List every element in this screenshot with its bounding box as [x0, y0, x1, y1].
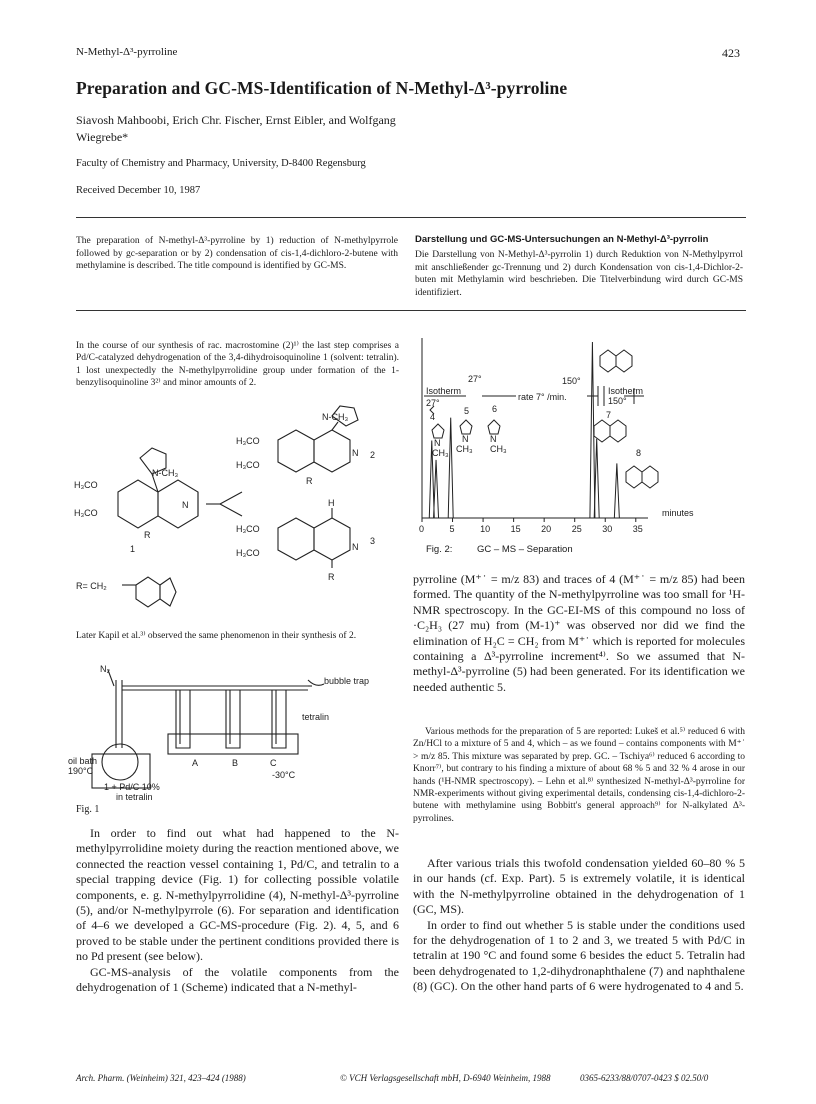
- oil-bath-label: oil bath: [68, 756, 98, 766]
- n-label-6: N: [490, 434, 497, 444]
- divider-abstract: [76, 310, 746, 311]
- x-tick-label: 20: [541, 524, 552, 534]
- footer-journal: Arch. Pharm. (Weinheim) 321, 423–424 (1988): [76, 1073, 246, 1083]
- peak-label-8: 8: [636, 448, 642, 458]
- kapil-note: Later Kapil et al.³⁾ observed the same phenomenon in their synthesis of 2.: [76, 631, 357, 641]
- intro-paragraph: In the course of our synthesis of rac. macrostomine (2)¹⁾ the last step comprises a Pd/C-catalyzed dehydrogenation of the 3,4-dihydroisoquinoline 1 (solvent: tetralin). 1 lost unexpectedly the N-methylpyrrolidine group under formation of the 1-benzylisoquinoline 3²⁾ and minor amounts of 2.: [76, 341, 399, 389]
- page-number: 423: [722, 46, 740, 60]
- chromatogram-peak: [614, 463, 619, 518]
- x-tick-label: 0: [419, 524, 425, 534]
- nch3-label: N-CH₃: [152, 468, 179, 478]
- isotherm-end-label: Isotherm: [608, 386, 644, 396]
- peak-label-4: 4: [430, 412, 436, 422]
- peak-label-6: 6: [492, 404, 498, 414]
- temp-start-label-1: 27°: [426, 398, 440, 408]
- trap-b-label: B: [232, 758, 239, 768]
- right-small-print: Various methods for the preparation of 5 are reported: Lukeš et al.⁵⁾ reduced 6 with Zn/HCl to a mixture of 5 and 4, which – as we found – contains components with M⁺˙ > m/z 85. This mixture was separated by prep. GC. – Tschiya⁶⁾ reduced 6 according to Knorr⁷⁾, but contrary to his finding a mixture of about 68 % 5 and 32 % 4 arose in our hands (¹H-NMR spectroscopy). – Lehn et al.⁸⁾ synthesized N-methyl-Δ³-pyrroline for NMR-experiments without giving experimental details, condensing cis-1,4-dichloro-2-butene with methylamine using Bobbitt's general approach⁹⁾ for N-alkylated Δ³-pyrrolines.: [413, 727, 745, 824]
- peak-label-5: 5: [464, 406, 470, 416]
- compound-1-number: 1: [130, 544, 136, 554]
- chromatogram-peak: [448, 418, 453, 518]
- h3co-label: H₃CO: [74, 480, 98, 490]
- affiliation: Faculty of Chemistry and Pharmacy, University, D-8400 Regensburg: [76, 158, 366, 169]
- temp-end-label-1: 150°: [562, 376, 581, 386]
- left-paragraph-2: GC-MS-analysis of the volatile components from the dehydrogenation of 1 (Scheme) indicated that a N-methyl-: [76, 964, 399, 995]
- footer-publisher: © VCH Verlagsgesellschaft mbH, D-6940 Weinheim, 1988: [340, 1073, 551, 1083]
- footer-code: 0365-6233/88/0707-0423 $ 02.50/0: [580, 1073, 709, 1083]
- n-label-3: N: [352, 542, 359, 552]
- right-paragraph-2: After various trials this twofold condensation yielded 60–80 % 5 in our hands (cf. Exp. Part). 5 is extremely volatile, it is identical with the N-methylpyrroline obtained in the dehydrogenation of 1 (GC, MS).: [413, 856, 745, 917]
- temp-end-label-2: 150°: [608, 396, 627, 406]
- h3co-label-2: H₃CO: [74, 508, 98, 518]
- h3co-label-3: H₃CO: [236, 436, 260, 446]
- x-unit-label: minutes: [662, 508, 694, 518]
- cold-temp-label: -30°C: [272, 770, 296, 780]
- figure-2-chromatogram: [412, 330, 712, 534]
- chromatogram-peak: [594, 439, 599, 518]
- n-label-2: N: [352, 448, 359, 458]
- abstract-german: Die Darstellung von N-Methyl-Δ³-pyrrolin 1) durch Reduktion von N-Methylpyrrol mit anschließender gc-Trennung und 2) durch Kondensation von cis-1,4-Dichlor-2-buten mit Methylamin wird beschrieben. Die Titelverbindung wird durch GC-MS identifiziert.: [415, 250, 743, 298]
- r-label-2: R: [306, 476, 313, 486]
- abstract-german-title: Darstellung und GC-MS-Untersuchungen an N-Methyl-Δ³-pyrrolin: [415, 234, 709, 245]
- compound-3-number: 3: [370, 536, 376, 546]
- r-label: R: [144, 530, 151, 540]
- h-label: H: [328, 498, 335, 508]
- isotherm-start-label: Isotherm: [426, 386, 462, 396]
- figure-2-caption: [426, 544, 573, 555]
- divider-top: [76, 217, 746, 218]
- h3co-label-4: H₃CO: [236, 460, 260, 470]
- abstract-english: The preparation of N-methyl-Δ³-pyrroline by 1) reduction of N-methylpyrrole followed by gc-separation or by 2) condensation of cis-1,4-dichloro-2-butene with methylamine is described. The title compound is identified by GC-MS.: [76, 236, 398, 272]
- trap-a-label: A: [192, 758, 199, 768]
- compound-2-number: 2: [370, 450, 376, 460]
- h3co-label-5: H₃CO: [236, 524, 260, 534]
- trap-c-label: C: [270, 758, 277, 768]
- figure-1-apparatus: [68, 660, 396, 810]
- peak-label-7: 7: [606, 410, 612, 420]
- left-body: [76, 826, 399, 995]
- x-tick-label: 25: [571, 524, 582, 534]
- n-label-4: N: [434, 438, 441, 448]
- right-body: [413, 856, 745, 995]
- running-title: N-Methyl-Δ³-pyrroline: [76, 46, 178, 58]
- temp-start-label-2: 27°: [468, 374, 482, 384]
- x-tick-label: 5: [449, 524, 455, 534]
- n2-label: N₂: [100, 664, 110, 674]
- n-label-5: N: [462, 434, 469, 444]
- right-paragraph-3: In order to find out whether 5 is stable under the conditions used for the dehydrogenation of 1 to 2 and 3, we treated 5 with Pd/C in tetralin at 190 °C and found some 6 besides the educt 5. Tetralin had been dehydrogenated to 1,2-dihydronaphthalene (7) and naphthalene (8) (GC). On the other hand parts of 6 were hydrogenated to 4 and 5.: [413, 917, 745, 994]
- rate-label: rate 7° /min.: [518, 392, 567, 402]
- x-tick-label: 30: [602, 524, 613, 534]
- x-tick-label: 35: [632, 524, 643, 534]
- ch3-label-5: CH₃: [456, 444, 473, 454]
- right-paragraph-1: pyrroline (M⁺˙ = m/z 83) and traces of 4 (M⁺˙ = m/z 85) had been formed. The quantity of the N-methylpyrroline was too small for ¹H-NMR spectroscopy. In the GC-EI-MS of this compound no loss of ·C₂H₃ (27 mu) from (M-1)⁺ was observed nor did we find the elimination of H₂C = CH₂ from M⁺˙ which is reported for molecules containing a Δ³-pyrroline increment⁴⁾. So we assumed that N-methyl-Δ³-pyrroline (5) had been generated. For its identification we needed authentic 5.: [413, 572, 745, 694]
- bath-temp-label: 190°C: [68, 766, 94, 776]
- h3co-label-6: H₃CO: [236, 548, 260, 558]
- figure-2-caption-label: Fig. 2:: [426, 544, 453, 555]
- nch3-label-2: N-CH₃: [322, 412, 349, 422]
- x-tick-label: 15: [510, 524, 521, 534]
- contents-label-1: 1 + Pd/C 10%: [104, 782, 160, 792]
- n-label: N: [182, 500, 189, 510]
- left-paragraph-1: In order to find out what had happened to the N-methylpyrrolidine moiety during the reaction mentioned above, we connected the reaction vessel containing 1, Pd/C, and tetralin to a special trapping device (Fig. 1) for collecting possible volatile components, e. g. N-methylpyrrolidine (4), N-methyl-Δ³-pyrroline (5), and/or N-methylpyrrole (6). For separation and identification of 4–6 we developed a GC-MS-procedure (Fig. 2). 4, 5, and 6 proved to be stable under the pertinent conditions provided there is no Pd present (see below).: [76, 826, 399, 964]
- figure-1-caption: Fig. 1: [76, 804, 100, 815]
- x-tick-label: 10: [480, 524, 491, 534]
- ch3-label-4: CH₃: [432, 448, 449, 458]
- received-date: Received December 10, 1987: [76, 185, 201, 196]
- ch3-label-6: CH₃: [490, 444, 507, 454]
- tetralin-label: tetralin: [302, 712, 330, 722]
- r-label-3: R: [328, 572, 335, 582]
- chromatogram-peak: [434, 460, 439, 518]
- contents-label-2: in tetralin: [116, 792, 153, 802]
- r-definition: R= CH₂: [76, 581, 107, 591]
- figure-2-caption-text: GC – MS – Separation: [477, 544, 573, 555]
- article-title: Preparation and GC-MS-Identification of N-Methyl-Δ³-pyrroline: [76, 78, 568, 98]
- bubble-trap-label: bubble trap: [324, 676, 370, 686]
- reaction-scheme: [70, 412, 400, 612]
- authors: Siavosh Mahboobi, Erich Chr. Fischer, Ernst Eibler, and Wolfgang Wiegrebe*: [76, 113, 396, 144]
